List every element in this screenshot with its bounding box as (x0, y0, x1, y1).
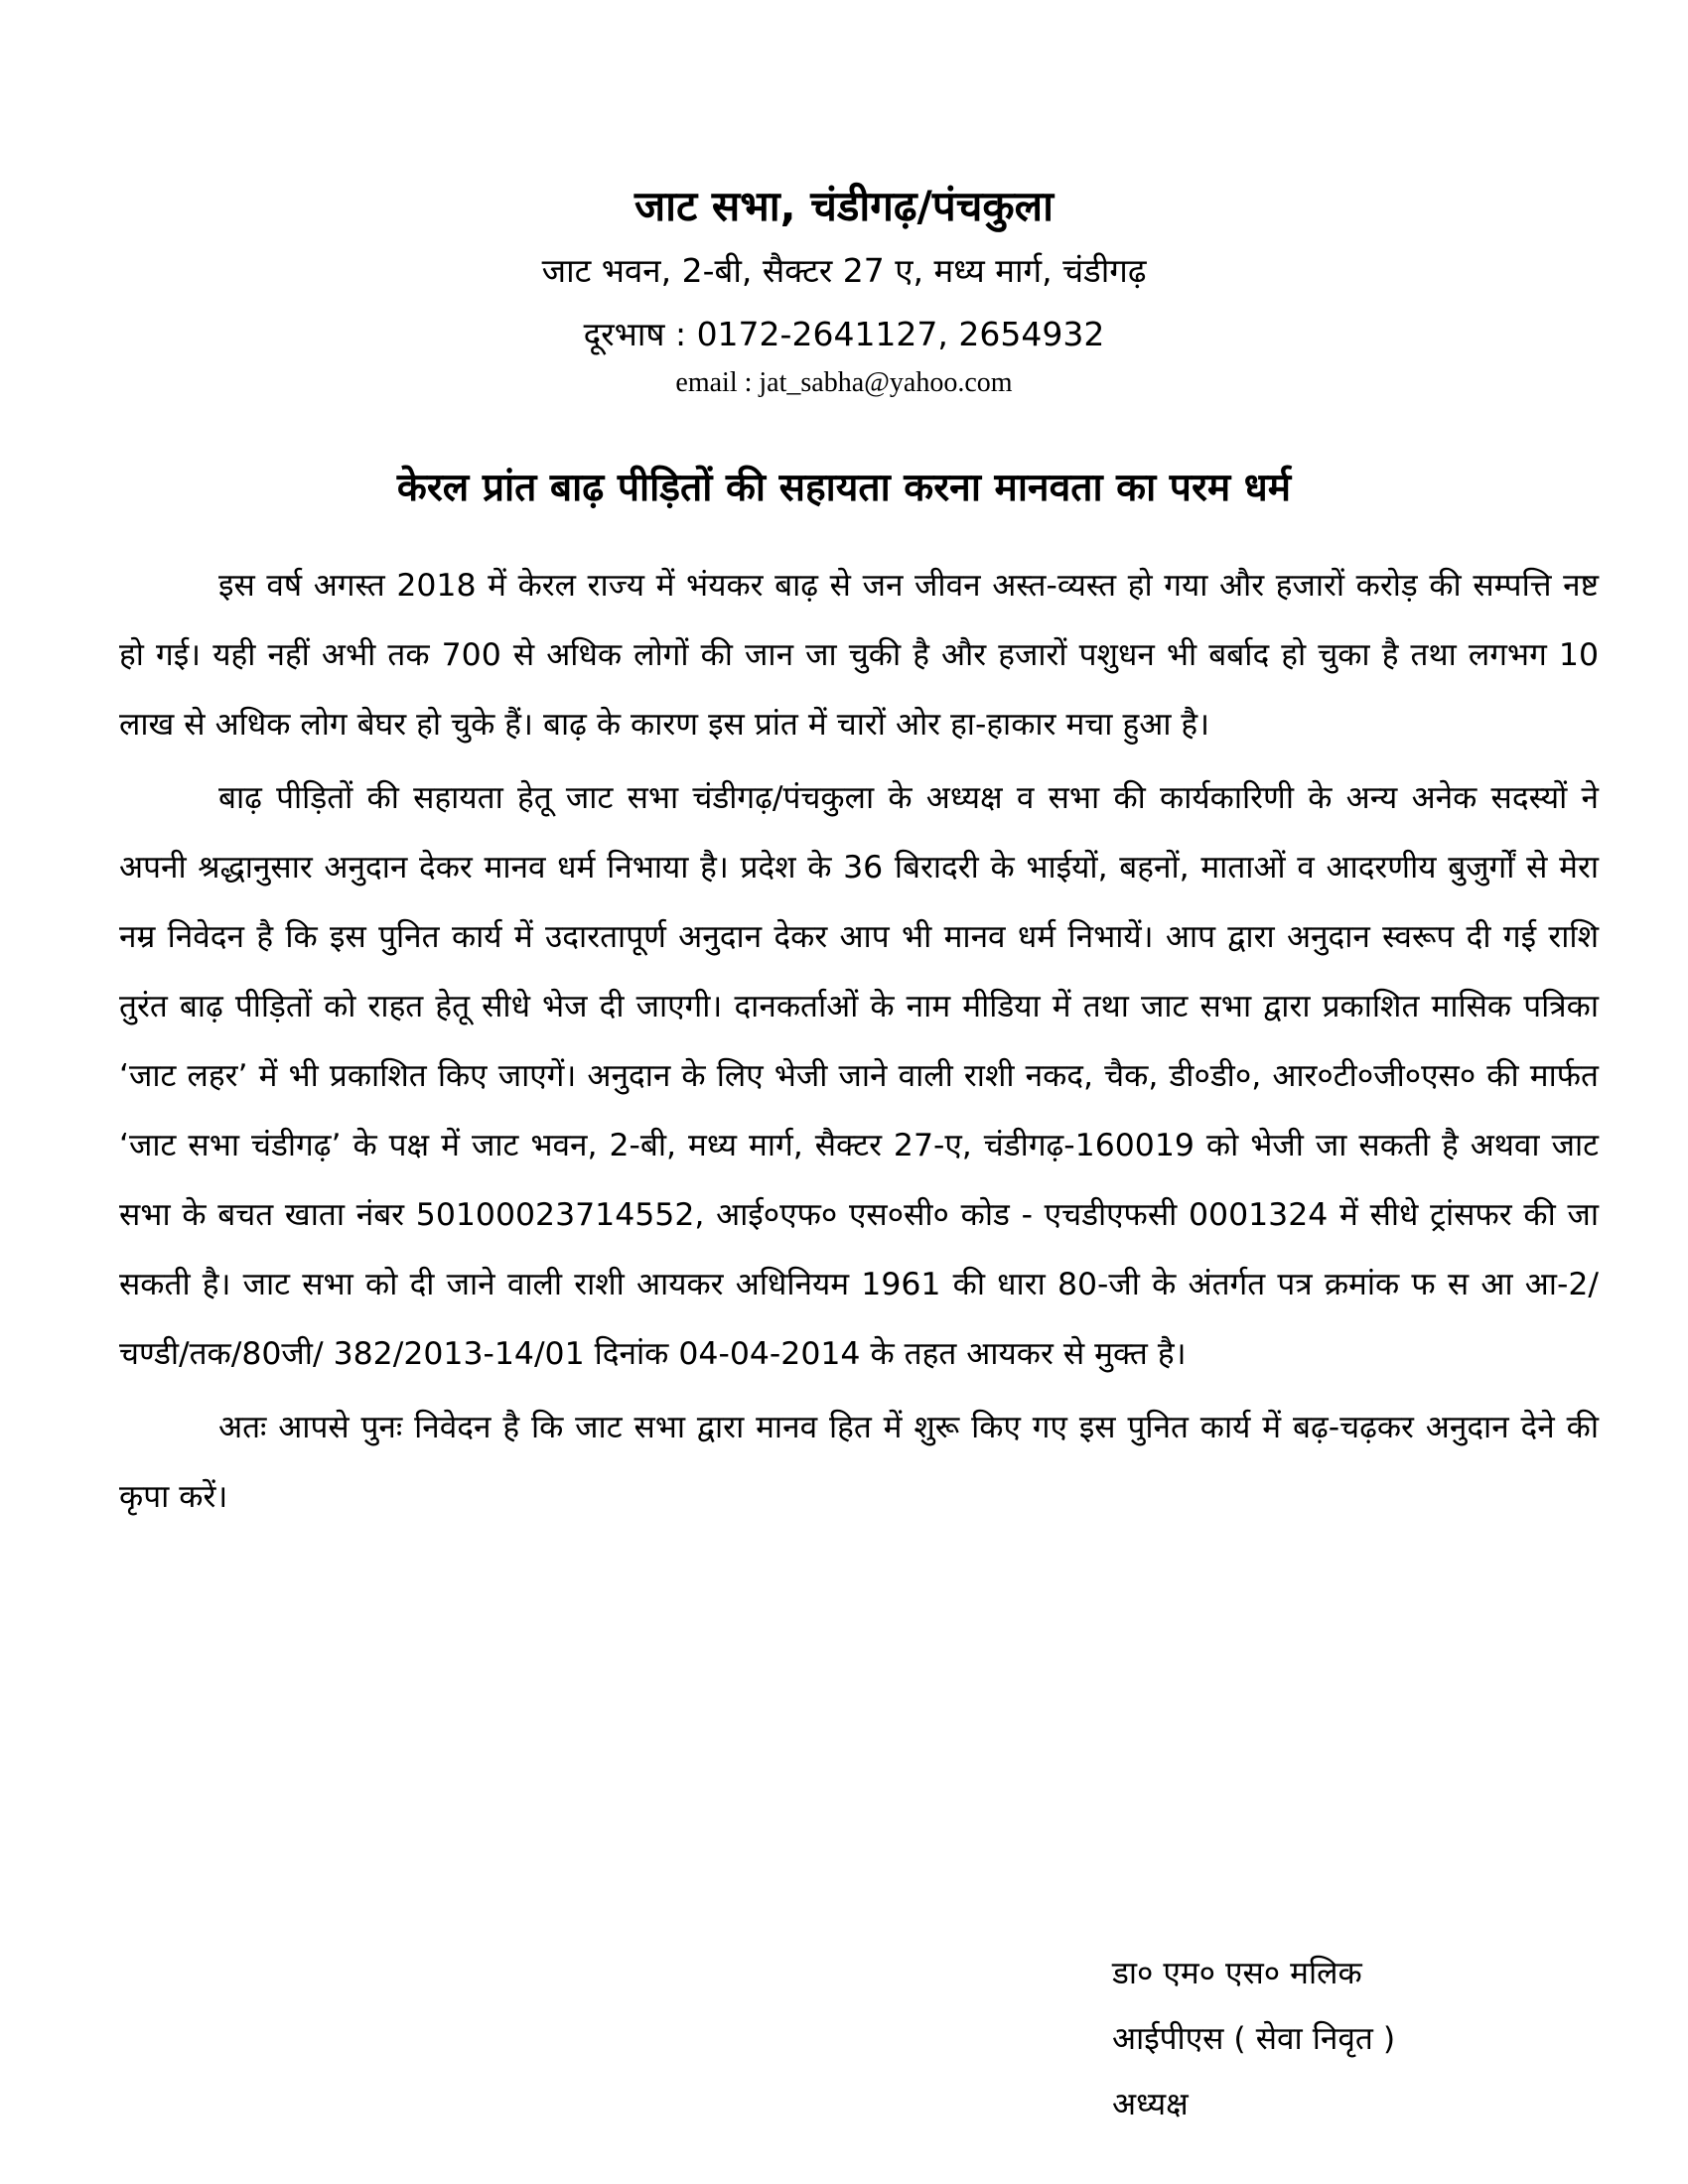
paragraph-flood-impact: इस वर्ष अगस्त 2018 में केरल राज्य में भंयकर बाढ़ से जन जीवन अस्त-व्यस्त हो गया और हजारों करोड़ की सम्पत्ति नष्ट हो गई। यही नहीं अभी तक 700 से अधिक लोगों की जान जा चुकी है और हजारों पशुधन भी बर्बाद हो चुका है तथा लगभग 10 लाख से अधिक लोग बेघर हो चुके हैं। बाढ़ के कारण इस प्रांत में चारों ओर हा-हाकार मचा हुआ है। (119, 568, 1599, 743)
organization-phone: दूरभाष : 0172-2641127, 2654932 (583, 315, 1105, 353)
signature-block (1112, 1941, 1609, 2137)
signatory-designation: आईपीएस ( सेवा निवृत ) (1112, 2021, 1396, 2057)
organization-name: जाट सभा, चंडीगढ़/पंचकुला (634, 182, 1054, 230)
paragraph-donation-appeal: बाढ़ पीड़ितों की सहायता हेतू जाट सभा चंडीगढ़/पंचकुला के अध्यक्ष व सभा की कार्यकारिणी के अन्य अनेक सदस्यों ने अपनी श्रद्धानुसार अनुदान देकर मानव धर्म निभाया है। प्रदेश के 36 बिरादरी के भाईयों, बहनों, माताओं व आदरणीय बुजुर्गों से मेरा नम्र निवेदन है कि इस पुनित कार्य में उदारतापूर्ण अनुदान देकर आप भी मानव धर्म निभायें। आप द्वारा अनुदान स्वरूप दी गई राशि तुरंत बाढ़ पीड़ितों को राहत हेतू सीधे भेज दी जाएगी। दानकर्ताओं के नाम मीडिया में तथा जाट सभा द्वारा प्रकाशित मासिक पत्रिका ‘जाट लहर’ में भी प्रकाशित किए जाएगें। अनुदान के लिए भेजी जाने वाली राशी नकद, चैक, डी०डी०, आर०टी०जी०एस० की मार्फत ‘जाट सभा चंडीगढ़’ के पक्ष में जाट भवन, 2-बी, मध्य मार्ग, सैक्टर 27-ए, चंडीगढ़-160019 को भेजी जा सकती है अथवा जाट सभा के बचत खाता नंबर 50100023714552, आई०एफ० एस०सी० कोड - एचडीएफसी 0001324 में सीधे ट्रांसफर की जा सकती है। जाट सभा को दी जाने वाली राशी आयकर अधिनियम 1961 की धारा 80-जी के अंतर्गत पत्र क्रमांक फ स आ आ-2/चण्डी/तक/80जी/ 382/2013-14/01 दिनांक 04-04-2014 के तहत आयकर से मुक्त है। (119, 780, 1599, 1372)
paragraph-closing-request: अतः आपसे पुनः निवेदन है कि जाट सभा द्वारा मानव हित में शुरू किए गए इस पुनित कार्य में बढ़-चढ़कर अनुदान देने की कृपा करें। (119, 1410, 1599, 1515)
signatory-title: अध्यक्ष (1112, 2087, 1189, 2122)
letter-heading: केरल प्रांत बाढ़ पीड़ितों की सहायता करना मानवता का परम धर्म (396, 466, 1292, 510)
organization-email: email : jat_sabha@yahoo.com (675, 367, 1013, 398)
signatory-name: डा० एम० एस० मलिक (1112, 1956, 1362, 1991)
organization-address: जाट भवन, 2-बी, सैक्टर 27 ए, मध्य मार्ग, चंडीगढ़ (541, 251, 1147, 290)
letterhead (0, 177, 1688, 403)
letter-body (119, 551, 1599, 1536)
